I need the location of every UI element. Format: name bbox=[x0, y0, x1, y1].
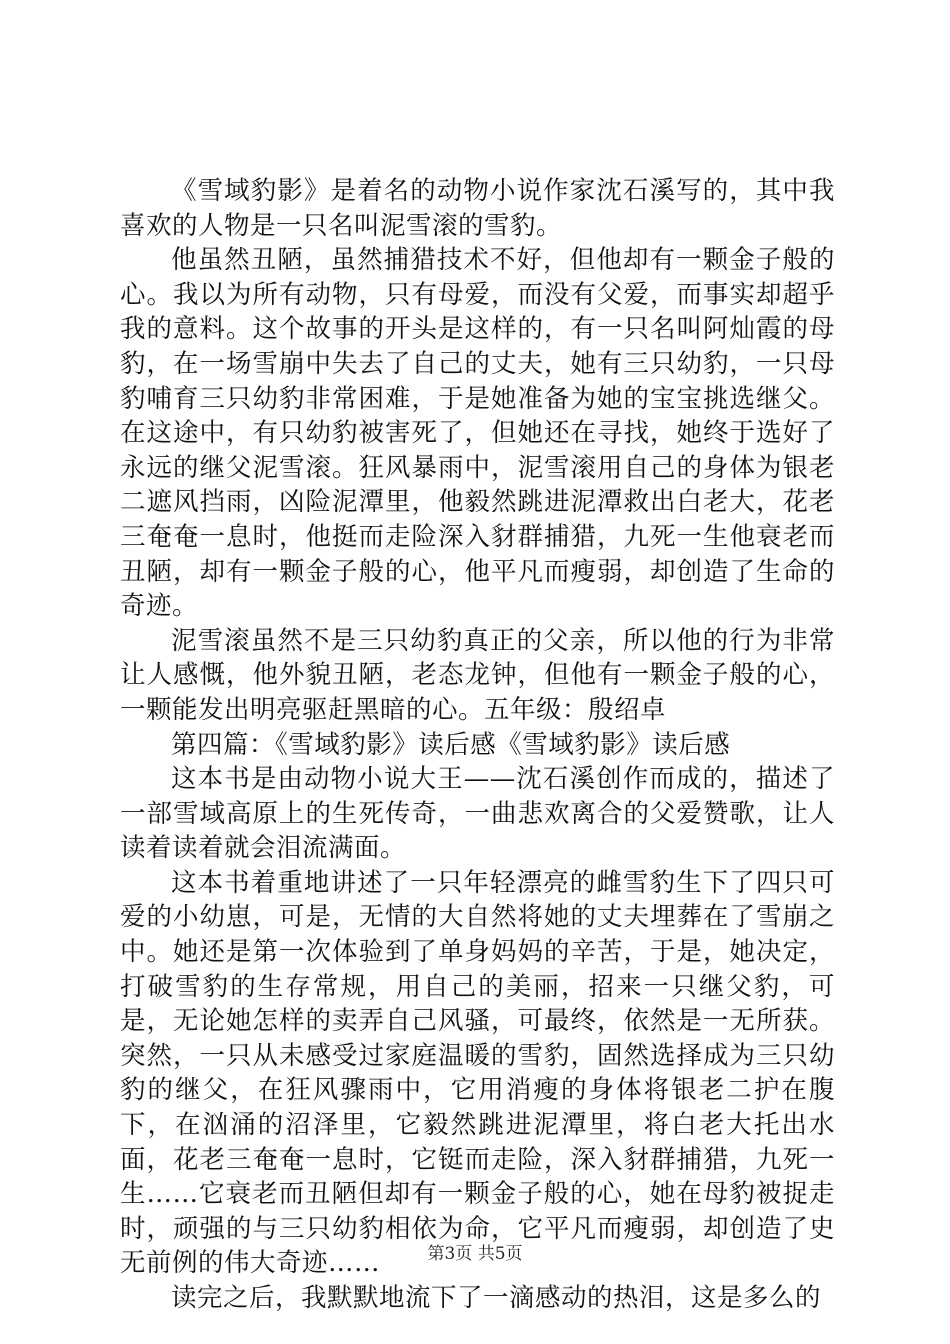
page-footer: 第3页 共5页 bbox=[427, 1244, 523, 1264]
paragraph: 这本书是由动物小说大王——沈石溪创作而成的，描述了一部雪域高原上的生死传奇，一曲悲欢离合的父爱赞歌，让人读着读着就会泪流满面。 bbox=[120, 764, 835, 864]
section-heading: 第四篇：《雪域豹影》读后感《雪域豹影》读后感 bbox=[171, 729, 731, 760]
document-body bbox=[120, 174, 835, 1316]
paragraph: 他虽然丑陋，虽然捕猎技术不好，但他却有一颗金子般的心。我以为所有动物，只有母爱，而没有父爱，而事实却超乎我的意料。这个故事的开头是这样的，有一只名叫阿灿霞的母豹，在一场雪崩中失去了自己的丈夫，她有三只幼豹，一只母豹哺育三只幼豹非常困难，于是她准备为她的宝宝挑选继父。在这途中，有只幼豹被害死了，但她还在寻找，她终于选好了永远的继父泥雪滚。狂风暴雨中，泥雪滚用自己的身体为银老二遮风挡雨，凶险泥潭里，他毅然跳进泥潭救出白老大，花老三奄奄一息时，他挺而走险深入豺群捕猎，九死一生他衰老而丑陋，却有一颗金子般的心，他平凡而瘦弱，却创造了生命的奇迹。 bbox=[120, 245, 835, 622]
paragraph: 读完之后，我默默地流下了一滴感动的热泪，这是多么的 bbox=[171, 1283, 822, 1313]
paragraph: 《雪域豹影》是着名的动物小说作家沈石溪写的，其中我喜欢的人物是一只名叫泥雪滚的雪豹。 bbox=[120, 176, 835, 241]
paragraph: 这本书着重地讲述了一只年轻漂亮的雌雪豹生下了四只可爱的小幼崽，可是，无情的大自然将她的丈夫埋葬在了雪崩之中。她还是第一次体验到了单身妈妈的辛苦，于是，她决定，打破雪豹的生存常规，用自己的美丽，招来一只继父豹，可是，无论她怎样的卖弄自己风骚，可最终，依然是一无所获。突然，一只从未感受过家庭温暖的雪豹，固然选择成为三只幼豹的继父，在狂风骤雨中，它用消瘦的身体将银老二护在腹下，在汹涌的沼泽里，它毅然跳进泥潭里，将白老大托出水面，花老三奄奄一息时，它铤而走险，深入豺群捕猎，九死一生……它衰老而丑陋但却有一颗金子般的心，她在母豹被捉走时，顽强的与三只幼豹相依为命，它平凡而瘦弱，却创造了史无前例的伟大奇迹…… bbox=[120, 867, 835, 1279]
paragraph: 泥雪滚虽然不是三只幼豹真正的父亲，所以他的行为非常让人感慨，他外貌丑陋，老态龙钟，但他有一颗金子般的心，一颗能发出明亮驱赶黑暗的心。五年级：殷绍卓 bbox=[120, 625, 835, 725]
